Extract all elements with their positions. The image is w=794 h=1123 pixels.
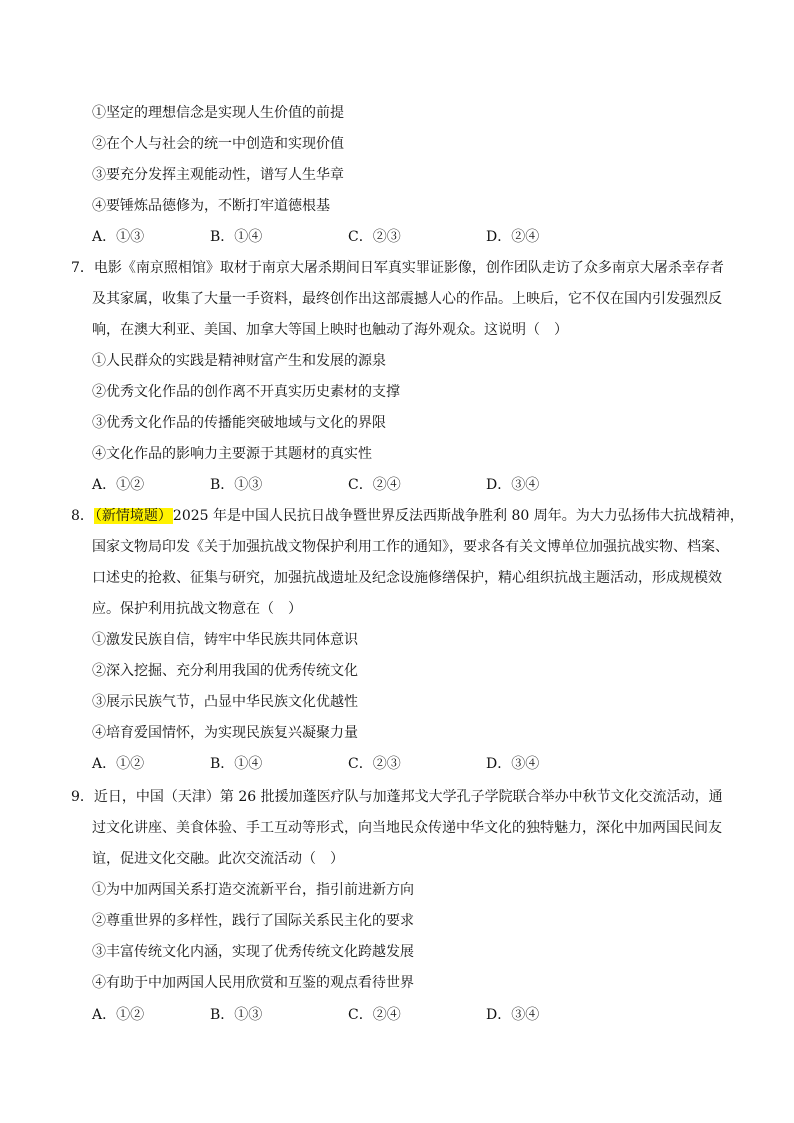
q7-option-2: ②优秀文化作品的创作离不开真实历史素材的支撑 — [92, 384, 400, 400]
q8-new-context-tag: （新情境题） — [94, 508, 172, 524]
q7-option-4: ④文化作品的影响力主要源于其题材的真实性 — [92, 446, 372, 462]
q8-stem-line-1 — [71, 506, 744, 526]
q9-option-4: ④有助于中加两国人民用欣赏和互鉴的观点看待世界 — [92, 975, 414, 991]
q8-option-4: ④培育爱国情怀，为实现民族复兴凝聚力量 — [92, 725, 358, 741]
q9-answer-a[interactable]: A．①② — [92, 1007, 145, 1023]
q6-answer-b[interactable]: B．①④ — [210, 229, 263, 245]
q8-answer-b[interactable]: B．①④ — [210, 756, 263, 772]
q9-option-1: ①为中加两国关系打造交流新平台，指引前进新方向 — [92, 882, 414, 898]
q7-answer-row — [92, 475, 612, 495]
q8-option-1: ①激发民族自信，铸牢中华民族共同体意识 — [92, 632, 358, 648]
q8-answer-row — [92, 754, 612, 774]
q7-answer-b[interactable]: B．①③ — [210, 477, 263, 493]
q9-answer-b[interactable]: B．①③ — [210, 1007, 263, 1023]
q6-option-2: ②在个人与社会的统一中创造和实现价值 — [92, 136, 344, 152]
q9-stem-line-1: 9．近日，中国（天津）第 26 批援加蓬医疗队与加蓬邦戈大学孔子学院联合举办中秋节文化交流活动，通 — [71, 789, 723, 805]
q6-option-4: ④要锤炼品德修为，不断打牢道德根基 — [92, 198, 330, 214]
q9-answer-d[interactable]: D．③④ — [486, 1007, 540, 1023]
q9-stem-line-3: 谊，促进文化交融。此次交流活动（ ） — [92, 851, 344, 867]
q7-answer-d[interactable]: D．③④ — [486, 477, 540, 493]
q9-stem-line-2: 过文化讲座、美食体验、手工互动等形式，向当地民众传递中华文化的独特魅力，深化中加两国民间友 — [92, 820, 722, 836]
q7-stem-line-1: 7．电影《南京照相馆》取材于南京大屠杀期间日军真实罪证影像，创作团队走访了众多南京大屠杀幸存者 — [71, 260, 724, 276]
q6-answer-c[interactable]: C．②③ — [348, 229, 401, 245]
q8-stem-line-1-text: 2025 年是中国人民抗日战争暨世界反法西斯战争胜利 80 周年。为大力弘扬伟大抗战精神， — [172, 508, 744, 524]
q7-answer-a[interactable]: A．①② — [92, 477, 145, 493]
q6-option-3: ③要充分发挥主观能动性，谱写人生华章 — [92, 167, 344, 183]
q9-option-2: ②尊重世界的多样性，践行了国际关系民主化的要求 — [92, 913, 414, 929]
q9-answer-row — [92, 1005, 612, 1025]
q7-answer-c[interactable]: C．②④ — [348, 477, 401, 493]
q9-answer-c[interactable]: C．②④ — [348, 1007, 401, 1023]
q8-answer-c[interactable]: C．②③ — [348, 756, 401, 772]
q6-answer-d[interactable]: D．②④ — [486, 229, 540, 245]
q8-stem-line-3: 口述史的抢救、征集与研究，加强抗战遗址及纪念设施修缮保护，精心组织抗战主题活动，形成规模效 — [92, 570, 722, 586]
q8-answer-d[interactable]: D．③④ — [486, 756, 540, 772]
q8-number: 8． — [71, 508, 94, 524]
q8-stem-line-4: 应。保护利用抗战文物意在（ ） — [92, 601, 302, 617]
q8-stem-line-2: 国家文物局印发《关于加强抗战文物保护利用工作的通知》，要求各有关文博单位加强抗战实物、档案、 — [92, 539, 729, 555]
q7-stem-line-2: 及其家属，收集了大量一手资料，最终创作出这部震撼人心的作品。上映后，它不仅在国内引发强烈反 — [92, 291, 722, 307]
q7-option-3: ③优秀文化作品的传播能突破地域与文化的界限 — [92, 415, 386, 431]
q8-option-2: ②深入挖掘、充分利用我国的优秀传统文化 — [92, 663, 358, 679]
q8-answer-a[interactable]: A．①② — [92, 756, 145, 772]
q6-answer-a[interactable]: A．①③ — [92, 229, 145, 245]
q9-option-3: ③丰富传统文化内涵，实现了优秀传统文化跨越发展 — [92, 944, 414, 960]
q7-stem-line-3: 响，在澳大利亚、美国、加拿大等国上映时也触动了海外观众。这说明（ ） — [92, 322, 568, 338]
q7-option-1: ①人民群众的实践是精神财富产生和发展的源泉 — [92, 353, 386, 369]
q8-option-3: ③展示民族气节，凸显中华民族文化优越性 — [92, 694, 358, 710]
q6-option-1: ①坚定的理想信念是实现人生价值的前提 — [92, 105, 344, 121]
q6-answer-row — [92, 227, 612, 247]
